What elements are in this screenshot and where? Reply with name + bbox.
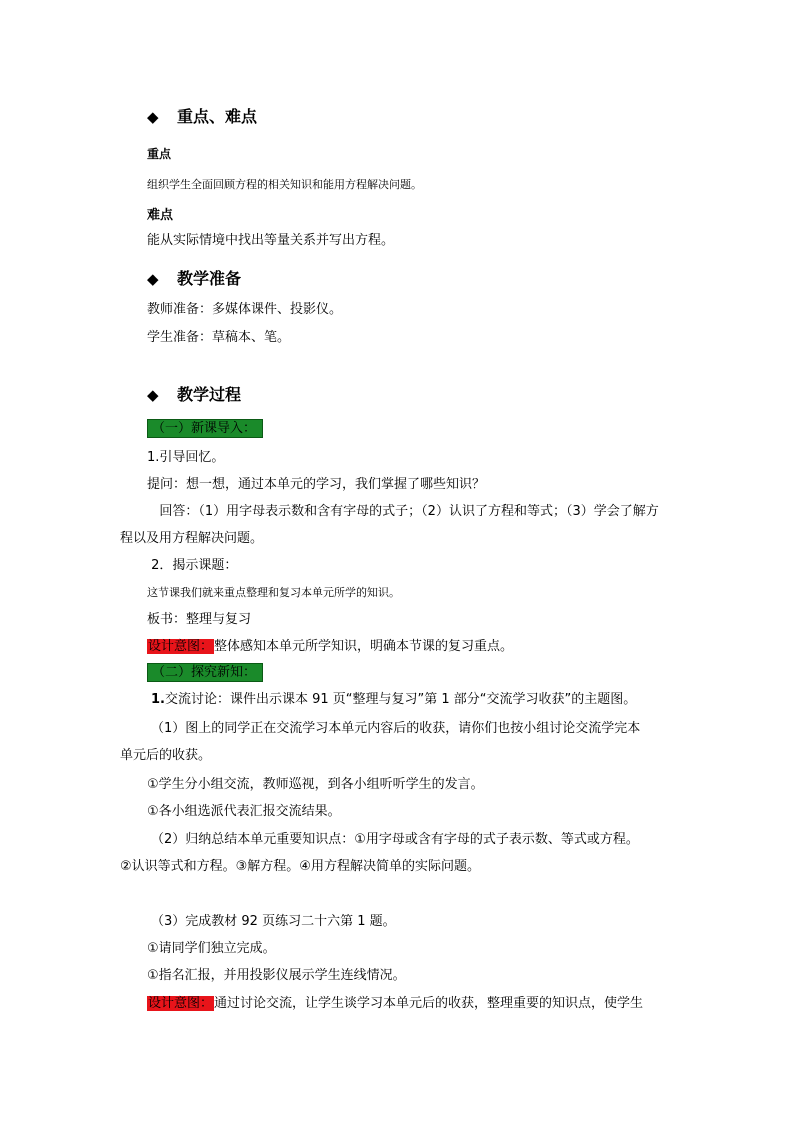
part2-line-4: ①学生分小组交流，教师巡视，到各小组听听学生的发言。 (147, 777, 484, 792)
student-preparation: 学生准备：草稿本、笔。 (147, 330, 291, 345)
part2-line-7: ②认识等式和方程。③解方程。④用方程解决简单的实际问题。 (120, 859, 480, 874)
focus-text: 组织学生全面回顾方程的相关知识和能用方程解决问题。 (147, 178, 422, 191)
diamond-bullet-icon: ◆ (147, 108, 159, 126)
part1-tag-line (147, 420, 263, 438)
part2-line-9: ①请同学们独立完成。 (147, 941, 276, 956)
diamond-bullet-icon: ◆ (147, 270, 159, 288)
focus-label: 重点 (147, 147, 172, 161)
difficulty-label: 难点 (147, 208, 174, 223)
part2-line-3: 单元后的收获。 (120, 748, 212, 763)
part2-line-2: （1）图上的同学正在交流学习本单元内容后的收获，请你们也按小组讨论交流学完本 (151, 721, 641, 736)
part1-line-7: 板书：整理与复习 (147, 612, 252, 627)
section-heading-process: ◆ 教学过程 (147, 385, 242, 404)
part2-line-10: ①指名汇报，并用投影仪展示学生连线情况。 (147, 968, 406, 983)
part1-line-2: 提问：想一想，通过本单元的学习，我们掌握了哪些知识？ (147, 477, 486, 492)
part2-line-1: 1.交流讨论：课件出示课本 91 页“整理与复习”第 1 部分“交流学习收获”的主题图。 (151, 692, 637, 707)
part2-tag-line (147, 664, 263, 682)
part2-design-intent: 设计意图：通过讨论交流，让学生谈学习本单元后的收获，整理重要的知识点，使学生 (148, 996, 644, 1011)
section-heading-key-points: ◆ 重点、难点 (147, 107, 258, 126)
part1-line-5: 2．揭示课题： (151, 558, 238, 573)
part2-tag: （二）探究新知： (147, 663, 263, 682)
difficulty-text: 能从实际情境中找出等量关系并写出方程。 (147, 233, 395, 248)
part1-line-6: 这节课我们就来重点整理和复习本单元所学的知识。 (147, 586, 400, 599)
part2-line-5: ①各小组选派代表汇报交流结果。 (147, 804, 341, 819)
part1-line-4: 程以及用方程解决问题。 (120, 531, 264, 546)
diamond-bullet-icon: ◆ (147, 386, 159, 404)
part1-design-intent: 设计意图：整体感知本单元所学知识，明确本节课的复习重点。 (148, 639, 514, 654)
teacher-preparation: 教师准备：多媒体课件、投影仪。 (147, 302, 343, 317)
part2-line-8: （3）完成教材 92 页练习二十六第 1 题。 (151, 914, 396, 929)
section-heading-preparation: ◆ 教学准备 (147, 269, 242, 288)
part1-line-1: 1.引导回忆。 (147, 450, 225, 465)
part1-line-3: 回答：（1）用字母表示数和含有字母的式子；（2）认识了方程和等式；（3）学会了解方 (159, 504, 659, 519)
design-intent-label: 设计意图： (148, 996, 214, 1011)
design-intent-label: 设计意图： (148, 639, 214, 654)
part2-line-6: （2）归纳总结本单元重要知识点：①用字母或含有字母的式子表示数、等式或方程。 (151, 832, 639, 847)
part1-tag: （一）新课导入： (147, 419, 263, 438)
